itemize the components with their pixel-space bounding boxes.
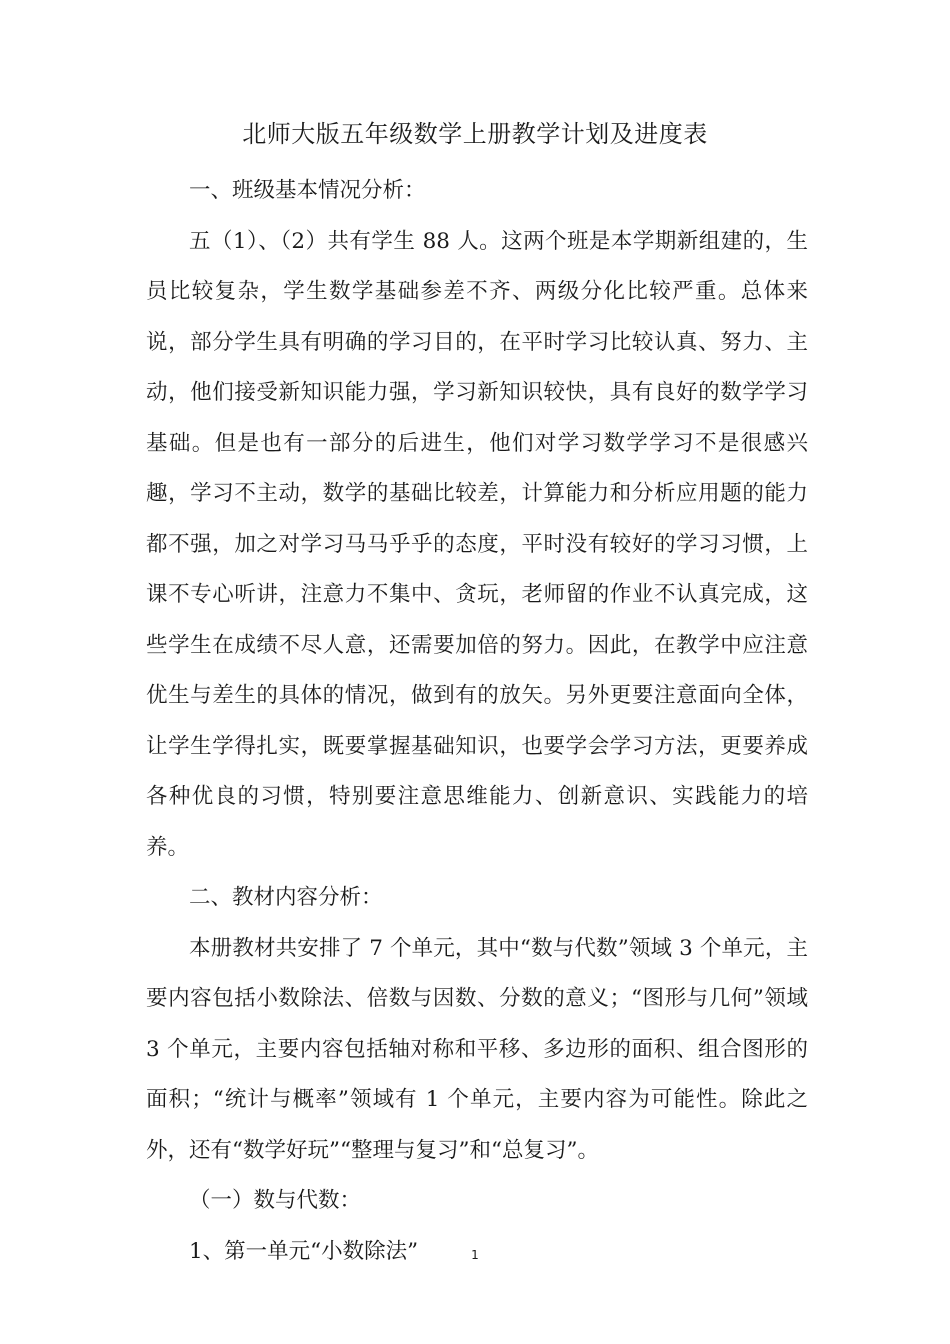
subheading-unit-one: 1、第一单元“小数除法” bbox=[189, 1238, 419, 1264]
document-body bbox=[146, 166, 808, 1277]
section-heading-class-analysis: 一、班级基本情况分析： bbox=[189, 178, 426, 203]
section-heading-textbook-analysis: 二、教材内容分析： bbox=[189, 885, 383, 910]
paragraph-class-analysis: 五（1）、（2）共有学生 88 人。这两个班是本学期新组建的，生员比较复杂，学生数学基础参差不齐、两级分化比较严重。总体来说，部分学生具有明确的学习目的，在平时学习比较认真、努力、主动，他们接受新知识能力强，学习新知识较快，具有良好的数学学习基础。但是也有一部分的后进生，他们对学习数学学习不是很感兴趣，学习不主动，数学的基础比较差，计算能力和分析应用题的能力都不强，加之对学习马马乎乎的态度，平时没有较好的学习习惯，上课不专心听讲，注意力不集中、贪玩，老师留的作业不认真完成，这些学生在成绩不尽人意，还需要加倍的努力。因此，在教学中应注意优生与差生的具体的情况，做到有的放矢。另外更要注意面向全体，让学生学得扎实，既要掌握基础知识，也要学会学习方法，更要养成各种优良的习惯，特别要注意思维能力、创新意识、实践能力的培养。 bbox=[146, 228, 808, 860]
page-number: 1 bbox=[471, 1248, 479, 1262]
subheading-number-algebra: （一）数与代数： bbox=[189, 1188, 362, 1213]
document-title: 北师大版五年级数学上册教学计划及进度表 bbox=[242, 120, 708, 148]
paragraph-textbook-analysis: 本册教材共安排了 7 个单元，其中“数与代数”领域 3 个单元，主要内容包括小数除法、倍数与因数、分数的意义；“图形与几何”领域 3 个单元，主要内容包括轴对称和平移、多边形的面积、组合图形的面积；“统计与概率”领域有 1 个单元，主要内容为可能性。除此之外，还有“数学好玩”“整理与复习”和“总复习”。 bbox=[146, 935, 808, 1163]
